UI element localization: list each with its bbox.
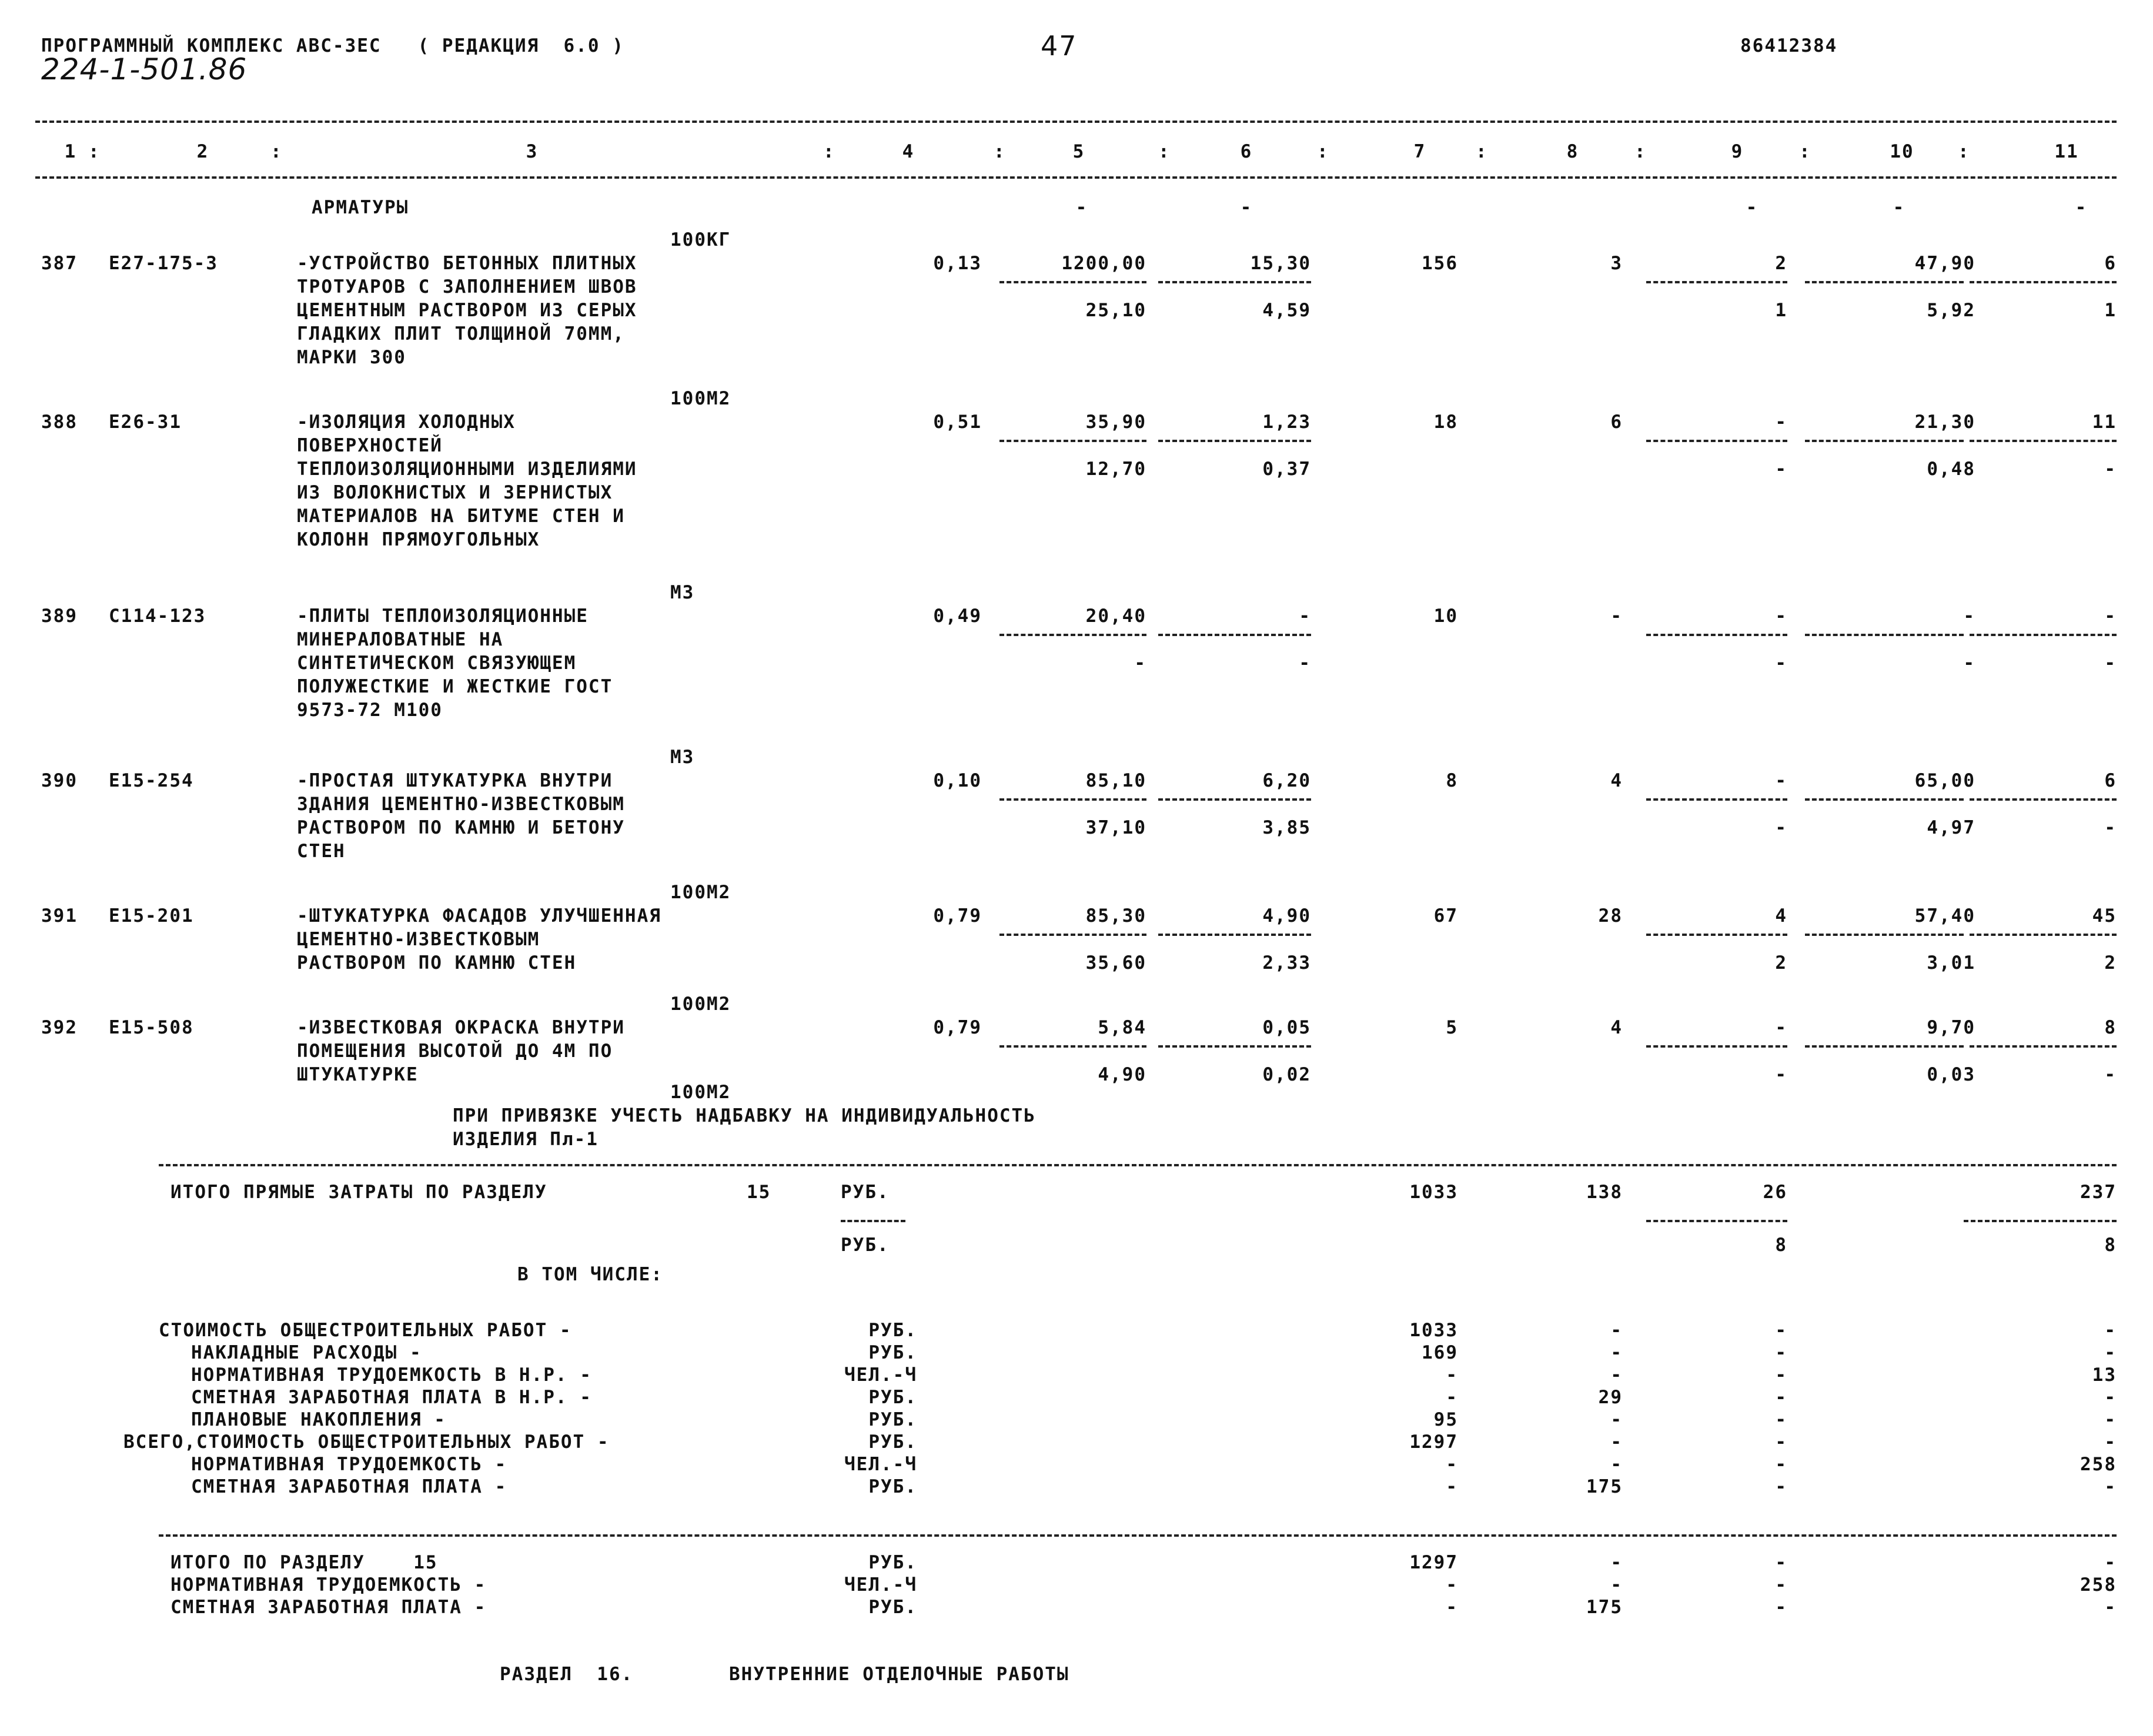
row-code: Е15-508 [109,1017,194,1038]
section-total-col7: - [1446,1574,1458,1595]
row-col10-rule [1805,934,1964,936]
summary-col7: - [1446,1476,1458,1497]
row-col6-rule [1158,934,1311,936]
column-header-7: 7 [1413,141,1426,162]
row-col8: 3 [1610,253,1623,274]
row-col6: 1,23 [1262,412,1311,433]
total-direct-col9-rule [1646,1220,1787,1222]
carry-over-text: АРМАТУРЫ [312,197,409,218]
row-description-line: -УСТРОЙСТВО БЕТОННЫХ ПЛИТНЫХ [297,253,637,274]
summary-label: СТОИМОСТЬ ОБЩЕСТРОИТЕЛЬНЫХ РАБОТ - [159,1320,572,1341]
section-total-label: НОРМАТИВНАЯ ТРУДОЕМКОСТЬ - [170,1574,487,1595]
section-total-unit: РУБ. [868,1597,917,1618]
row-col6: 4,90 [1262,905,1311,926]
row-col11-wage: - [2104,817,2117,838]
carry-over-col9: - [1746,197,1758,218]
section-total-col8: - [1610,1574,1623,1595]
row-description-line: ЦЕМЕНТНЫМ РАСТВОРОМ ИЗ СЕРЫХ [297,300,637,321]
row-col5-wage: 12,70 [1085,459,1146,480]
summary-col11: - [2104,1320,2117,1341]
summary-col7: 169 [1422,1342,1458,1363]
row-col11-wage: 2 [2104,952,2117,974]
row-col11: 11 [2092,412,2117,433]
row-code: Е15-254 [109,770,194,791]
row-col9-rule [1646,634,1787,636]
column-separator: : [1634,141,1647,162]
header-rule-top [35,121,2117,123]
summary-col11: - [2104,1387,2117,1408]
row-number: 388 [41,412,78,433]
row-description-line: ПОВЕРХНОСТЕЙ [297,435,443,456]
row-col6-rule [1158,798,1311,801]
row-description-line: СИНТЕТИЧЕСКОМ СВЯЗУЮЩЕМ [297,653,577,674]
row-col9: - [1775,1017,1787,1038]
summary-label: СМЕТНАЯ ЗАРАБОТНАЯ ПЛАТА - [191,1476,507,1497]
row-col11-wage: - [2104,1064,2117,1085]
row-col10-wage: 4,97 [1927,817,1975,838]
row-col11-rule [1970,634,2117,636]
summary-label: НОРМАТИВНАЯ ТРУДОЕМКОСТЬ - [191,1454,507,1475]
row-quantity: 0,13 [933,253,982,274]
row-unit-before: М3 [670,582,695,603]
page-number: 47 [1041,30,1078,62]
section-total-col11: - [2104,1552,2117,1573]
row-quantity: 0,51 [933,412,982,433]
section-total-col8: - [1610,1552,1623,1573]
column-separator: : [1476,141,1488,162]
row-number: 392 [41,1017,78,1038]
column-header-8: 8 [1566,141,1579,162]
row-col9-rule [1646,440,1787,442]
row-col11-rule [1970,798,2117,801]
total-direct-col11-rule [1964,1220,2117,1222]
row-description-line: ТРОТУАРОВ С ЗАПОЛНЕНИЕМ ШВОВ [297,276,637,297]
row-col5-rule [999,1045,1146,1048]
row-col11: 6 [2104,253,2117,274]
row-description-line: 9573-72 М100 [297,700,443,721]
column-separator: : [994,141,1006,162]
row-number: 391 [41,905,78,926]
row-col9-rule [1646,281,1787,283]
summary-label: СМЕТНАЯ ЗАРАБОТНАЯ ПЛАТА В Н.Р. - [191,1387,592,1408]
row-col5-wage: 25,10 [1085,300,1146,321]
row-col10-rule [1805,440,1964,442]
summary-label: ПЛАНОВЫЕ НАКОПЛЕНИЯ - [191,1409,446,1430]
row-col9-wage: 2 [1775,952,1787,974]
summary-col8: - [1610,1320,1623,1341]
summary-col8: - [1610,1431,1623,1453]
row-col10-wage: 3,01 [1927,952,1975,974]
section-total-col7: 1297 [1409,1552,1458,1573]
total-direct-section: 15 [747,1182,771,1203]
carry-over-col6: - [1240,197,1253,218]
row-col8: 4 [1610,1017,1623,1038]
row-col9-rule [1646,798,1787,801]
row-col5: 5,84 [1098,1017,1146,1038]
row-col10: 57,40 [1914,905,1975,926]
row-col11: 45 [2092,905,2117,926]
row-col10-rule [1805,1045,1964,1048]
column-header-2: 2 [196,141,209,162]
row-code: Е26-31 [109,412,182,433]
row-col8: 6 [1610,412,1623,433]
column-separator: : [1799,141,1811,162]
total-direct-unit: РУБ. [841,1182,890,1203]
row-description-line: -ИЗВЕСТКОВАЯ ОКРАСКА ВНУТРИ [297,1017,625,1038]
column-header-6: 6 [1240,141,1253,162]
row-description-line: ИЗ ВОЛОКНИСТЫХ И ЗЕРНИСТЫХ [297,482,613,503]
row-description-line: -ИЗОЛЯЦИЯ ХОЛОДНЫХ [297,412,516,433]
summary-col8: - [1610,1342,1623,1363]
row-col10: - [1963,606,1975,627]
row-description-line: МАТЕРИАЛОВ НА БИТУМЕ СТЕН И [297,506,625,527]
row-col8: 28 [1598,905,1623,926]
summary-col8: 29 [1598,1387,1623,1408]
column-header-11: 11 [2054,141,2079,162]
row-unit-before: 100М2 [670,994,731,1015]
summary-unit: РУБ. [868,1320,917,1341]
handwritten-doc-code: 224-1-501.86 [41,52,248,86]
row-col10-wage: 0,03 [1927,1064,1975,1085]
row-col9: - [1775,412,1787,433]
row-code: Е27-175-3 [109,253,218,274]
row-description-line: КОЛОНН ПРЯМОУГОЛЬНЫХ [297,529,540,550]
section-total-col9: - [1775,1574,1787,1595]
doc-code: 86412384 [1740,35,1838,56]
row-col5-rule [999,798,1146,801]
row-number: 387 [41,253,78,274]
summary-col7: 1033 [1409,1320,1458,1341]
row-col9-wage: - [1775,1064,1787,1085]
row-col10: 9,70 [1927,1017,1975,1038]
row-description-line: -ПРОСТАЯ ШТУКАТУРКА ВНУТРИ [297,770,613,791]
row-col11: 6 [2104,770,2117,791]
row-col5: 1200,00 [1061,253,1146,274]
section-total-label: ИТОГО ПО РАЗДЕЛУ 15 [170,1552,438,1573]
section-total-label: СМЕТНАЯ ЗАРАБОТНАЯ ПЛАТА - [170,1597,487,1618]
summary-unit: РУБ. [868,1431,917,1453]
summary-unit: РУБ. [868,1409,917,1430]
row-col9-wage: - [1775,817,1787,838]
row-col6-wage: 0,02 [1262,1064,1311,1085]
row-description-line: ЗДАНИЯ ЦЕМЕНТНО-ИЗВЕСТКОВЫМ [297,794,625,815]
carry-over-col10: - [1893,197,1905,218]
row-unit-after: 100М2 [670,1082,731,1103]
row-col10-wage: 0,48 [1927,459,1975,480]
row-quantity: 0,79 [933,905,982,926]
row-col7: 10 [1433,606,1458,627]
row-number: 390 [41,770,78,791]
row-col11-rule [1970,440,2117,442]
summary-col9: - [1775,1409,1787,1430]
row-unit-before: 100М2 [670,882,731,903]
column-header-1: 1 [64,141,77,162]
summary-col11: - [2104,1342,2117,1363]
row-col6-rule [1158,281,1311,283]
row-col6-rule [1158,1045,1311,1048]
section-total-unit: ЧЕЛ.-Ч [844,1574,917,1595]
row-col6-rule [1158,634,1311,636]
column-separator: : [1958,141,1970,162]
row-col5-wage: 4,90 [1098,1064,1146,1085]
row-description-line: РАСТВОРОМ ПО КАМНЮ СТЕН [297,952,577,974]
total-direct-col9-b: 8 [1775,1235,1787,1256]
summary-unit: РУБ. [868,1476,917,1497]
row-col5: 20,40 [1085,606,1146,627]
summary-col9: - [1775,1476,1787,1497]
summary-col9: - [1775,1364,1787,1386]
row-col5-wage: 37,10 [1085,817,1146,838]
row-description-line: -ПЛИТЫ ТЕПЛОИЗОЛЯЦИОННЫЕ [297,606,589,627]
row-col6-wage: 3,85 [1262,817,1311,838]
row-col8: 4 [1610,770,1623,791]
summary-col9: - [1775,1320,1787,1341]
including-label: В ТОМ ЧИСЛЕ: [517,1264,663,1285]
row-col5-wage: 35,60 [1085,952,1146,974]
summary-col8: - [1610,1364,1623,1386]
row-col9-rule [1646,934,1787,936]
row-col5: 85,30 [1085,905,1146,926]
summary-label: НАКЛАДНЫЕ РАСХОДЫ - [191,1342,422,1363]
summary-unit: ЧЕЛ.-Ч [844,1454,917,1475]
row-col10: 65,00 [1914,770,1975,791]
summary-unit: ЧЕЛ.-Ч [844,1364,917,1386]
row-description-line: РАСТВОРОМ ПО КАМНЮ И БЕТОНУ [297,817,625,838]
row-quantity: 0,49 [933,606,982,627]
column-header-9: 9 [1731,141,1744,162]
row-col6-wage: 4,59 [1262,300,1311,321]
row-col10: 21,30 [1914,412,1975,433]
row-col6: 15,30 [1250,253,1311,274]
row-col9-wage: - [1775,459,1787,480]
row-col7: 8 [1446,770,1458,791]
carry-over-col5: - [1075,197,1088,218]
row-col11-rule [1970,281,2117,283]
summary-col11: - [2104,1476,2117,1497]
note-line-1: ПРИ ПРИВЯЗКЕ УЧЕСТЬ НАДБАВКУ НА ИНДИВИДУАЛЬНОСТЬ [453,1105,1036,1126]
summary-unit: РУБ. [868,1387,917,1408]
row-unit-before: 100М2 [670,388,731,409]
row-quantity: 0,79 [933,1017,982,1038]
row-col5-rule [999,440,1146,442]
summary-col9: - [1775,1342,1787,1363]
row-col7: 156 [1422,253,1458,274]
row-description-line: ГЛАДКИХ ПЛИТ ТОЛЩИНОЙ 70ММ, [297,323,625,344]
summary-col9: - [1775,1431,1787,1453]
summary-col7: 95 [1433,1409,1458,1430]
row-col9-wage: 1 [1775,300,1787,321]
row-col10-wage: - [1963,653,1975,674]
row-quantity: 0,10 [933,770,982,791]
section-total-col9: - [1775,1597,1787,1618]
total-direct-label: ИТОГО ПРЯМЫЕ ЗАТРАТЫ ПО РАЗДЕЛУ [170,1182,547,1203]
note-line-2: ИЗДЕЛИЯ Пл-1 [453,1129,599,1150]
row-description-line: МИНЕРАЛОВАТНЫЕ НА [297,629,504,650]
total-direct-col9: 26 [1763,1182,1787,1203]
next-section-label: РАЗДЕЛ 16. [500,1664,634,1685]
column-separator: : [1317,141,1329,162]
program-header: ПРОГРАММНЫЙ КОМПЛЕКС АВС-ЗЕС ( РЕДАКЦИЯ 6.0 ) [41,35,624,56]
summary-rule [159,1534,2117,1537]
carry-over-col11: - [2075,197,2088,218]
row-col7: 5 [1446,1017,1458,1038]
row-unit-before: 100КГ [670,229,731,250]
row-col6-wage: 2,33 [1262,952,1311,974]
row-description-line: ЦЕМЕНТНО-ИЗВЕСТКОВЫМ [297,929,540,950]
row-col11-rule [1970,1045,2117,1048]
row-col9: - [1775,606,1787,627]
row-unit-before: М3 [670,747,695,768]
section-total-col8: 175 [1586,1597,1623,1618]
summary-col11: 258 [2080,1454,2117,1475]
column-header-5: 5 [1072,141,1085,162]
row-col6: 0,05 [1262,1017,1311,1038]
row-col10-rule [1805,281,1964,283]
total-direct-col11-b: 8 [2104,1235,2117,1256]
row-col5-rule [999,634,1146,636]
section-total-unit: РУБ. [868,1552,917,1573]
row-col5-rule [999,934,1146,936]
row-col5-wage: - [1134,653,1146,674]
summary-unit: РУБ. [868,1342,917,1363]
row-number: 389 [41,606,78,627]
row-col10-wage: 5,92 [1927,300,1975,321]
row-description-line: -ШТУКАТУРКА ФАСАДОВ УЛУЧШЕННАЯ [297,905,661,926]
total-rule [159,1164,2117,1166]
total-direct-unit-2: РУБ. [841,1235,890,1256]
row-col10-rule [1805,634,1964,636]
summary-col11: - [2104,1409,2117,1430]
summary-col7: - [1446,1364,1458,1386]
summary-label: ВСЕГО,СТОИМОСТЬ ОБЩЕСТРОИТЕЛЬНЫХ РАБОТ - [123,1431,610,1453]
total-direct-col11: 237 [2080,1182,2117,1203]
row-col5: 35,90 [1085,412,1146,433]
column-separator: : [270,141,283,162]
summary-col8: - [1610,1454,1623,1475]
row-col11-rule [1970,934,2117,936]
row-col11: 8 [2104,1017,2117,1038]
section-total-col9: - [1775,1552,1787,1573]
header-rule-bottom [35,176,2117,179]
row-col11-wage: - [2104,459,2117,480]
row-col5-rule [999,281,1146,283]
row-description-line: ПОМЕЩЕНИЯ ВЫСОТОЙ ДО 4М ПО [297,1041,613,1062]
row-col6-rule [1158,440,1311,442]
row-description-line: ШТУКАТУРКЕ [297,1064,419,1085]
section-total-col11: - [2104,1597,2117,1618]
column-separator: : [88,141,101,162]
row-col7: 18 [1433,412,1458,433]
row-col11: - [2104,606,2117,627]
row-col6: 6,20 [1262,770,1311,791]
total-direct-col8: 138 [1586,1182,1623,1203]
row-col6-wage: - [1299,653,1311,674]
row-description-line: ТЕПЛОИЗОЛЯЦИОННЫМИ ИЗДЕЛИЯМИ [297,459,637,480]
summary-col11: - [2104,1431,2117,1453]
section-total-col11: 258 [2080,1574,2117,1595]
summary-col7: 1297 [1409,1431,1458,1453]
column-header-10: 10 [1890,141,1914,162]
row-col9-rule [1646,1045,1787,1048]
column-separator: : [823,141,835,162]
row-code: С114-123 [109,606,206,627]
row-description-line: ПОЛУЖЕСТКИЕ И ЖЕСТКИЕ ГОСТ [297,676,613,697]
row-col11-wage: 1 [2104,300,2117,321]
row-col6: - [1299,606,1311,627]
row-description-line: СТЕН [297,841,346,862]
section-total-col7: - [1446,1597,1458,1618]
row-col5: 85,10 [1085,770,1146,791]
row-col9: - [1775,770,1787,791]
column-separator: : [1158,141,1171,162]
summary-col7: - [1446,1454,1458,1475]
column-header-3: 3 [526,141,539,162]
row-col7: 67 [1433,905,1458,926]
row-col6-wage: 0,37 [1262,459,1311,480]
row-code: Е15-201 [109,905,194,926]
summary-col7: - [1446,1387,1458,1408]
row-col9-wage: - [1775,653,1787,674]
row-col9: 2 [1775,253,1787,274]
next-section-title: ВНУТРЕННИЕ ОТДЕЛОЧНЫЕ РАБОТЫ [729,1664,1069,1685]
total-direct-unit-rule [841,1220,905,1222]
column-header-4: 4 [902,141,915,162]
summary-col9: - [1775,1454,1787,1475]
row-col8: - [1610,606,1623,627]
total-direct-col7: 1033 [1409,1182,1458,1203]
summary-col9: - [1775,1387,1787,1408]
row-col9: 4 [1775,905,1787,926]
summary-col8: 175 [1586,1476,1623,1497]
row-col10-rule [1805,798,1964,801]
summary-col8: - [1610,1409,1623,1430]
summary-col11: 13 [2092,1364,2117,1386]
row-description-line: МАРКИ 300 [297,347,406,368]
summary-label: НОРМАТИВНАЯ ТРУДОЕМКОСТЬ В Н.Р. - [191,1364,592,1386]
row-col10: 47,90 [1914,253,1975,274]
row-col11-wage: - [2104,653,2117,674]
